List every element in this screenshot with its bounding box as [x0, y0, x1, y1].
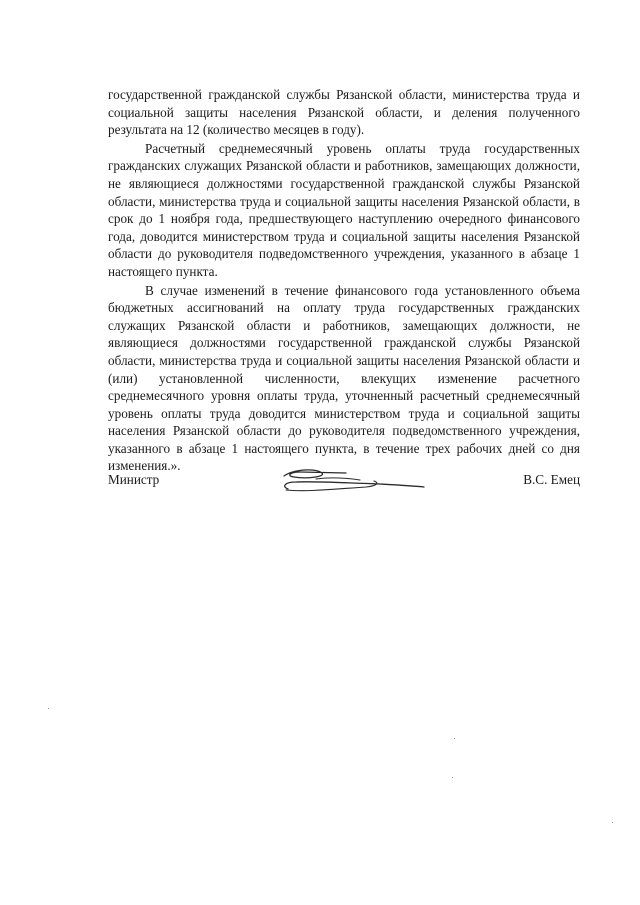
scan-speck	[454, 738, 455, 739]
signatory-title: Министр	[108, 472, 160, 487]
scan-speck	[48, 708, 49, 709]
document-body	[108, 86, 580, 475]
handwritten-signature	[276, 465, 426, 499]
paragraph-continuation: государственной гражданской службы Рязанской области, министерства труда и социальной защиты населения Рязанской области, и деления полученного результата на 12 (количество месяцев в году).	[108, 87, 580, 138]
scan-speck	[452, 777, 453, 778]
signatory-name: В.С. Емец	[523, 472, 580, 487]
signature-block	[108, 471, 580, 501]
paragraph-salary-level: Расчетный среднемесячный уровень оплаты труда государственных гражданских служащих Рязанской области и работников, замещающих должности, не являющиеся должностями государственной гражданской службы Рязанской области, министерства труда и социальной защиты населения Рязанской области, в срок до 1 ноября года, предшествующего наступлению очередного финансового года, доводится министерством труда и социальной защиты населения Рязанской области до руководителя подведомственного учреждения, указанного в абзаце 1 настоящего пункта.	[108, 140, 580, 279]
scan-speck	[612, 822, 613, 823]
paragraph-budget-changes: В случае изменений в течение финансового года установленного объема бюджетных ассигнований на оплату труда государственных гражданских служащих Рязанской области и работников, замещающих должности, не являющиеся должностями государственной гражданской службы Рязанской области, министерства труда и социальной защиты населения Рязанской области и (или) установленной численности, влекущих изменение расчетного среднемесячного уровня оплаты труда, уточненный расчетный среднемесячный уровень оплаты труда доводится министерством труда и социальной защиты населения Рязанской области до руководителя подведомственного учреждения, указанного в абзаце 1 настоящего пункта, в течение трех рабочих дней со дня изменения.».	[108, 282, 580, 474]
